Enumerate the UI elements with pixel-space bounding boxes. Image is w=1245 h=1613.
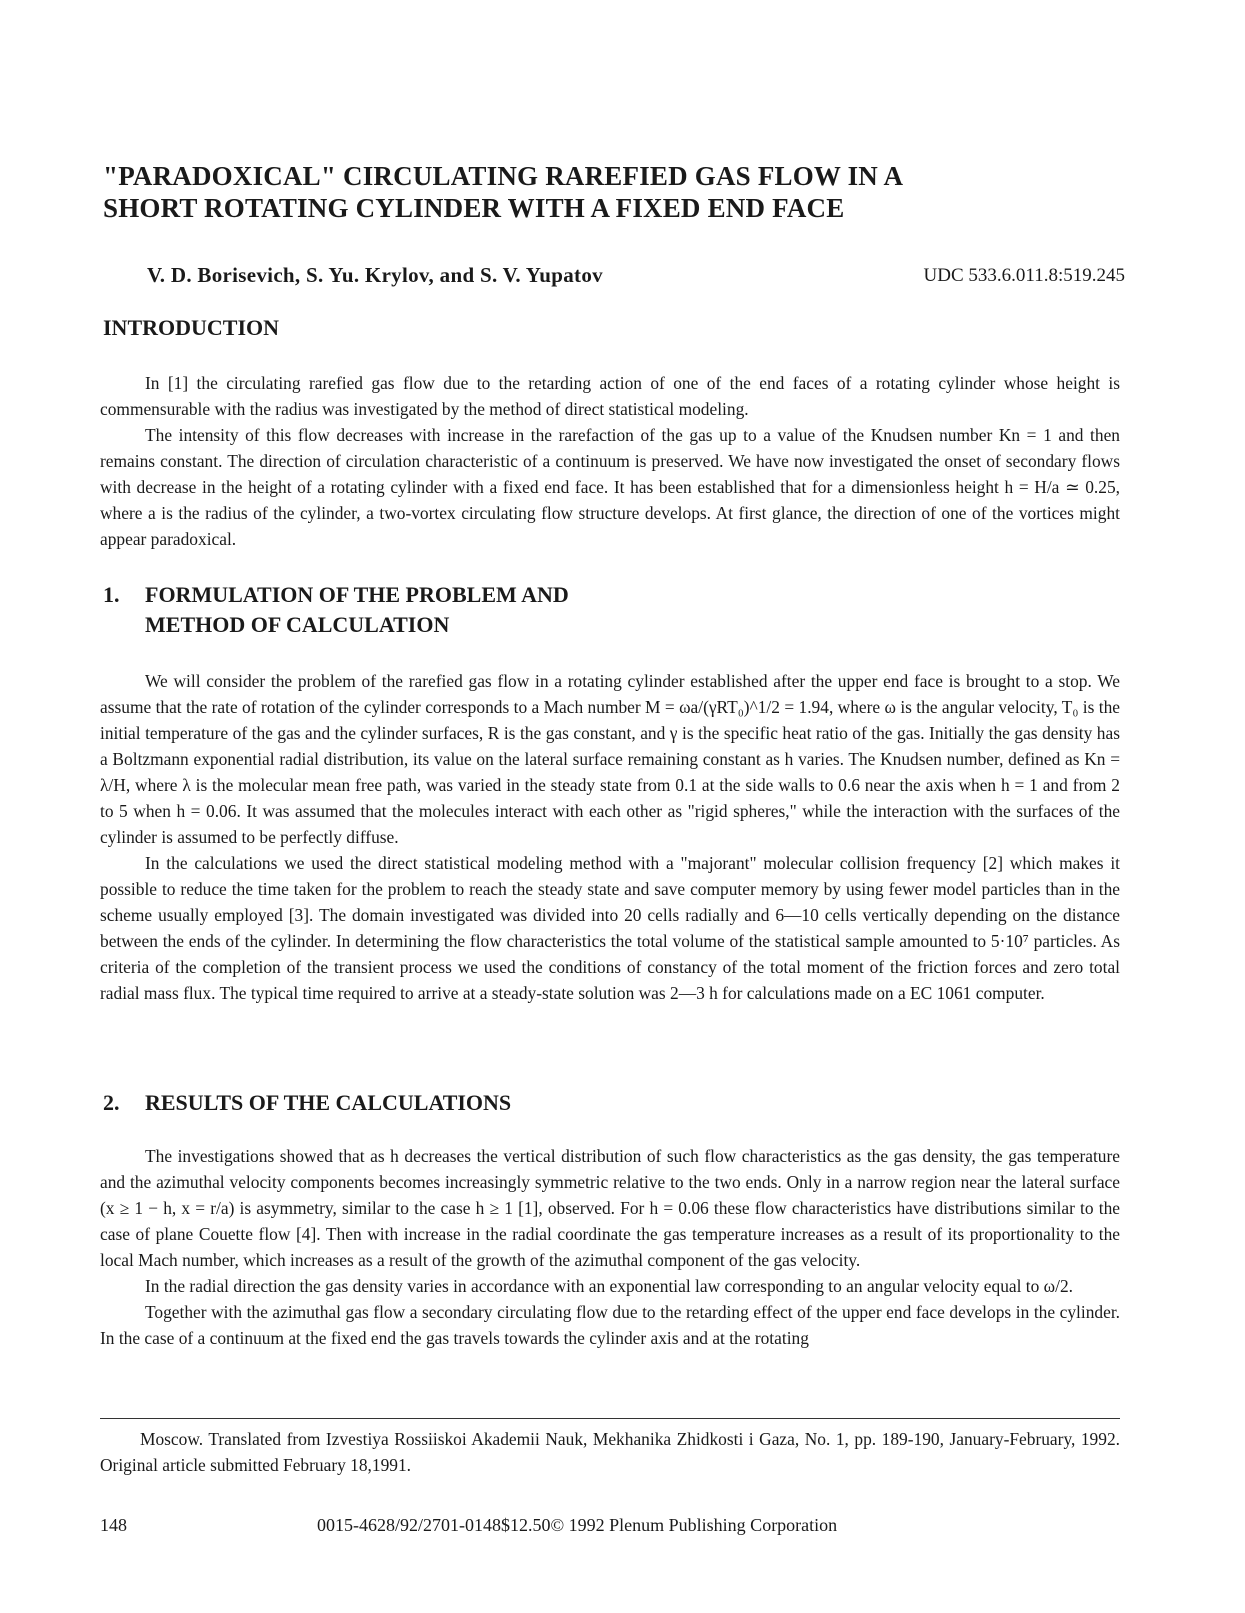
section-title-line-2: METHOD OF CALCULATION [145, 612, 450, 637]
udc-code: UDC 533.6.011.8:519.245 [923, 265, 1125, 286]
section-heading-2 [103, 1088, 511, 1118]
page-number: 148 [100, 1515, 127, 1535]
section-2-body [100, 1143, 1120, 1351]
section-1-body [100, 668, 1120, 1006]
section-title-line-1: FORMULATION OF THE PROBLEM AND [145, 582, 569, 607]
paragraph: Together with the azimuthal gas flow a secondary circulating flow due to the retarding effect of the upper end face develops in the cylinder. In the case of a continuum at the fixed end the gas travels towards the cylinder axis and at the rotating [100, 1302, 1120, 1348]
paper-title [103, 160, 1003, 224]
paragraph: The investigations showed that as h decreases the vertical distribution of such flow characteristics as the gas density, the gas temperature and the azimuthal velocity components becomes increasingly symmetric relative to the two ends. Only in a narrow region near the lateral surface (x ≥ 1 − h, x = r/a) is asymmetry, similar to the case h ≥ 1 [1], observed. For h = 0.06 these flow characteristics have distributions similar to the case of plane Couette flow [4]. Then with increase in the radial coordinate the gas temperature increases as a result of its proportionality to the local Mach number, which increases as a result of the growth of the azimuthal component of the gas velocity. [100, 1146, 1120, 1270]
copyright-line: 0015-4628/92/2701-0148$12.50© 1992 Plenum Publishing Corporation [317, 1515, 838, 1535]
authors: V. D. Borisevich, S. Yu. Krylov, and S. V. Yupatov [147, 263, 603, 287]
paragraph: The intensity of this flow decreases with increase in the rarefaction of the gas up to a value of the Knudsen number Kn = 1 and then remains constant. The direction of circulation characteristic of a continuum is preserved. We have now investigated the onset of secondary flows with decrease in the height of a rotating cylinder with a fixed end face. It has been established that for a dimensionless height h = H/a ≃ 0.25, where a is the radius of the cylinder, a two-vortex circulating flow structure develops. At first glance, the direction of one of the vortices might appear paradoxical. [100, 425, 1120, 549]
footnote [100, 1426, 1120, 1478]
paragraph: We will consider the problem of the rarefied gas flow in a rotating cylinder established after the upper end face is brought to a stop. We assume that the rate of rotation of the cylinder corresponds to a Mach number M = ωa/(γRT₀)^1/2 = 1.94, where ω is the angular velocity, T₀ is the initial temperature of the gas and the cylinder surfaces, R is the gas constant, and γ is the specific heat ratio of the gas. Initially the gas density has a Boltzmann exponential radial distribution, its value on the lateral surface remaining constant as h varies. The Knudsen number, defined as Kn = λ/H, where λ is the molecular mean free path, was varied in the steady state from 0.1 at the side walls to 0.6 near the axis when h = 1 and from 2 to 5 when h = 0.06. It was assumed that the molecules interact with each other as "rigid spheres," while the interaction with the surfaces of the cylinder is assumed to be perfectly diffuse. [100, 671, 1120, 847]
section-heading-1 [103, 580, 569, 640]
paragraph: In the calculations we used the direct statistical modeling method with a "majorant" molecular collision frequency [2] which makes it possible to reduce the time taken for the problem to reach the steady state and save computer memory by using fewer model particles than in the scheme usually employed [3]. The domain investigated was divided into 20 cells radially and 6—10 cells vertically depending on the distance between the ends of the cylinder. In determining the flow characteristics the total volume of the statistical sample amounted to 5·10⁷ particles. As criteria of the completion of the transient process we used the conditions of constancy of the total moment of the friction forces and zero total radial mass flux. The typical time required to arrive at a steady-state solution was 2—3 h for calculations made on a EC 1061 computer. [100, 853, 1120, 1003]
section-number: 2. [103, 1090, 120, 1115]
title-line-2: SHORT ROTATING CYLINDER WITH A FIXED END FACE [103, 193, 845, 223]
footnote-divider [100, 1418, 1120, 1419]
paragraph: In the radial direction the gas density varies in accordance with an exponential law corresponding to an angular velocity equal to ω/2. [145, 1276, 1074, 1296]
title-line-1: "PARADOXICAL" CIRCULATING RAREFIED GAS FLOW IN A [103, 161, 904, 191]
introduction-body [100, 370, 1120, 552]
footnote-text: Moscow. Translated from Izvestiya Rossiiskoi Akademii Nauk, Mekhanika Zhidkosti i Gaza, No. 1, pp. 189-190, January-February, 1992. Original article submitted February 18,1991. [100, 1429, 1120, 1475]
paragraph: In [1] the circulating rarefied gas flow due to the retarding action of one of the end faces of a rotating cylinder whose height is commensurable with the radius was investigated by the method of direct statistical modeling. [100, 373, 1120, 419]
section-heading-introduction: INTRODUCTION [103, 315, 280, 340]
section-title: RESULTS OF THE CALCULATIONS [145, 1090, 512, 1115]
section-number: 1. [103, 582, 120, 607]
